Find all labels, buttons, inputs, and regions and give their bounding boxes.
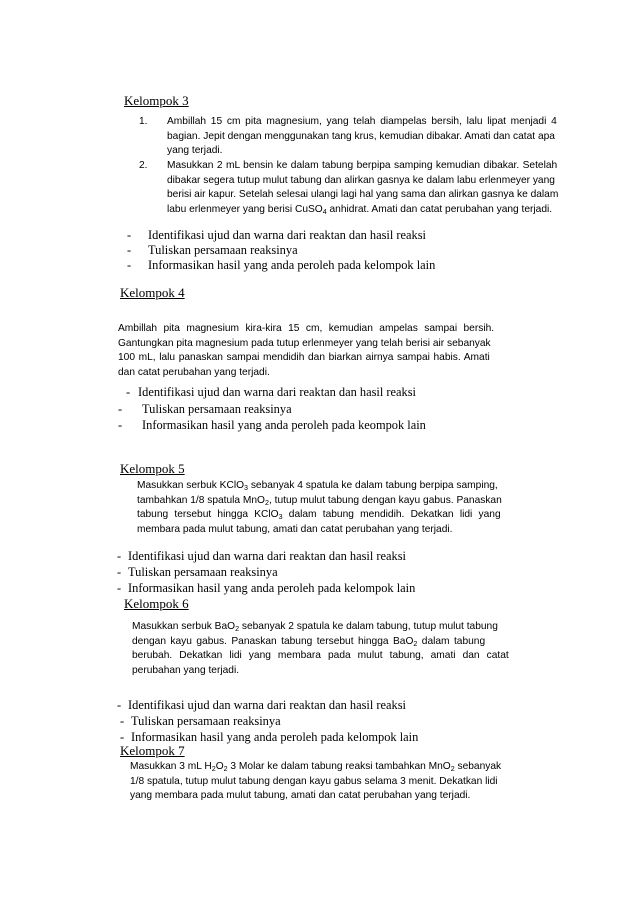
task-bullet: - — [118, 402, 123, 416]
heading-kelompok-3: Kelompok 3 — [124, 93, 189, 108]
procedure-line: yang membara pada mulut tabung, amati dan catat perubahan yang terjadi. — [130, 790, 471, 802]
task-equation: Tuliskan persamaan reaksinya — [142, 402, 292, 416]
task-inform: Informasikan hasil yang anda peroleh pada kelompok lain — [128, 581, 416, 595]
procedure-item-1 — [167, 115, 557, 159]
heading-kelompok-5: Kelompok 5 — [120, 461, 185, 476]
procedure-line: Gantungkan pita magnesium pada tutup erlenmeyer yang telah berisi air sebanyak — [118, 337, 491, 349]
procedure-line: bagian. Jepit dengan menggunakan tang krus, kemudian dibakar. Amati dan catat apa — [167, 130, 555, 142]
task-equation: Tuliskan persamaan reaksinya — [148, 243, 298, 257]
task-identify: Identifikasi ujud dan warna dari reaktan dan hasil reaksi — [148, 228, 426, 242]
task-bullet: - — [127, 228, 132, 242]
procedure-line: Masukkan 3 mL $H_2O_2$ 3 Molar ke dalam tabung reaksi tambahkan MnO$_2$ sebanyak — [130, 761, 502, 773]
procedure-kelompok-5 — [137, 479, 502, 537]
procedure-line: tabung tersebut hingga KClO$_3$ dalam tabung mendidih. Dekatkan lidi yang — [137, 509, 501, 522]
heading-kelompok-6: Kelompok 6 — [124, 596, 189, 611]
task-bullet: - — [117, 581, 122, 595]
task-bullet: - — [127, 243, 132, 257]
task-identify: Identifikasi ujud dan warna dari reaktan dan hasil reaksi — [138, 385, 416, 399]
task-bullet: - — [118, 418, 123, 432]
task-bullet: - — [126, 385, 131, 399]
procedure-line: dengan kayu gabus. Panaskan tabung tersebut hingga BaO$_2$ dalam tabung — [132, 635, 486, 648]
procedure-line: dibakar segera tutup mulut tabung dan alirkan gasnya ke dalam labu erlenmeyer yang — [167, 174, 555, 186]
task-bullet: - — [117, 565, 122, 579]
task-equation: Tuliskan persamaan reaksinya — [131, 714, 281, 728]
procedure-line: labu erlenmeyer yang berisi CuSO$_4$ anhidrat. Amati dan catat perubahan yang terjadi. — [167, 203, 553, 216]
procedure-item-2 — [167, 159, 558, 217]
task-inform: Informasikan hasil yang anda peroleh pada kelompok lain — [131, 730, 419, 744]
task-bullet: - — [120, 714, 125, 728]
procedure-kelompok-4 — [118, 322, 494, 380]
task-identify: Identifikasi ujud dan warna dari reaktan dan hasil reaksi — [128, 698, 406, 712]
procedure-kelompok-6 — [132, 620, 509, 678]
task-bullet: - — [127, 258, 132, 272]
procedure-line: Ambillah 15 cm pita magnesium, yang telah diampelas bersih, lalu lipat menjadi 4 — [167, 116, 557, 127]
task-inform: Informasikan hasil yang anda peroleh pada kelompok lain — [148, 258, 436, 272]
heading-kelompok-4: Kelompok 4 — [120, 285, 185, 300]
procedure-line: berubah. Dekatkan lidi yang membara pada mulut tabung, amati dan catat — [132, 650, 509, 662]
procedure-line: dan catat perubahan yang terjadi. — [118, 366, 270, 378]
task-bullet: - — [120, 730, 125, 744]
item-number-1: 1. — [139, 116, 148, 127]
task-bullet: - — [117, 698, 122, 712]
task-bullet: - — [117, 549, 122, 563]
procedure-line: 1/8 spatula, tutup mulut tabung dengan kayu gabus selama 3 menit. Dekatkan lidi — [130, 775, 498, 787]
task-inform: Informasikan hasil yang anda peroleh pada keompok lain — [142, 418, 426, 432]
procedure-line: perubahan yang terjadi. — [132, 664, 240, 676]
procedure-line: Masukkan 2 mL bensin ke dalam tabung berpipa samping kemudian dibakar. Setelah — [167, 160, 558, 171]
procedure-line: Ambillah pita magnesium kira-kira 15 cm, kemudian ampelas sampai bersih. — [118, 323, 495, 334]
procedure-line: tambahkan 1/8 spatula MnO$_2$, tutup mulut tabung dengan kayu gabus. Panaskan — [137, 494, 502, 507]
procedure-line: Masukkan serbuk KClO$_3$ sebanyak 4 spatula ke dalam tabung berpipa samping, — [137, 480, 498, 492]
procedure-line: 100 mL, lalu panaskan sampai mendidih dan biarkan airnya sampai habis. Amati — [118, 352, 490, 364]
procedure-kelompok-7 — [130, 760, 501, 804]
item-number-2: 2. — [139, 160, 148, 171]
procedure-line: berisi air kapur. Setelah selesai ulangi lagi hal yang sama dan alirkan gasnya ke dalam — [167, 189, 559, 201]
procedure-line: membara pada mulut tabung, amati dan catat perubahan yang terjadi. — [137, 523, 453, 535]
procedure-line: Masukkan serbuk BaO$_2$ sebanyak 2 spatula ke dalam tabung, tutup mulut tabung — [132, 621, 498, 633]
task-identify: Identifikasi ujud dan warna dari reaktan dan hasil reaksi — [128, 549, 406, 563]
procedure-line: yang terjadi. — [167, 145, 223, 157]
heading-kelompok-7: Kelompok 7 — [120, 743, 185, 758]
task-equation: Tuliskan persamaan reaksinya — [128, 565, 278, 579]
